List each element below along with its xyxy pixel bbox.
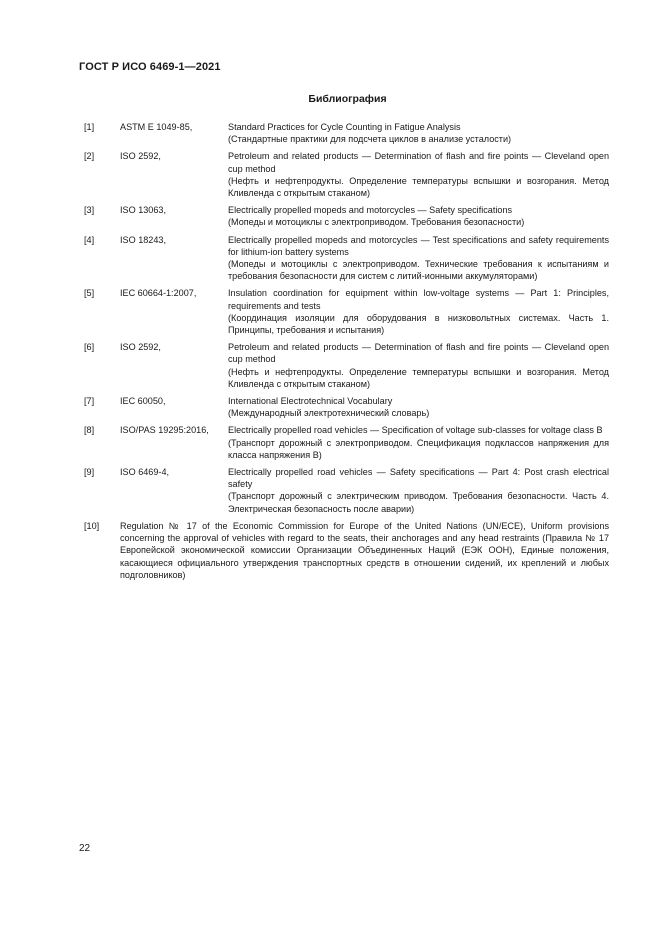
entry-title-ru: (Мопеды и мотоциклы с электроприводом. Требования безопасности) [228,217,525,228]
entry-description: Regulation № 17 of the Economic Commission for Europe of the United Nations (UN/ECE), Uniform provisions concerning the approval of vehicles with regard to the seats, their anchorages and any head restraints (Правила № 17 Европейской экономической комиссии Организации Объединенных Наций (ЕЭК ООН), Единые положения, касающиеся официального утверждения транспортных средств в отношении сидений, их креплений и любых подголовников) [120,520,609,580]
section-title: Библиография [308,93,387,105]
entry-title-ru: (Транспорт дорожный с электрическим приводом. Требования безопасности. Часть 4. Электрическая безопасность после аварии) [228,491,609,514]
entry-description [228,204,609,228]
bib-entry-1 [84,121,609,145]
bibliography-list [84,121,609,586]
entry-standard: IEC 60050, [120,396,166,407]
entry-title-en: Standard Practices for Cycle Counting in Fatigue Analysis [228,122,461,132]
entry-title-en: Electrically propelled road vehicles — Specification of voltage sub-classes for voltage class B [228,425,603,436]
entry-title-en: International Electrotechnical Vocabulary [228,396,393,407]
entry-standard: ISO 18243, [120,234,167,245]
bib-entry-10 [84,520,609,581]
entry-title-en: Petroleum and related products — Determination of flash and fire points — Cleveland open cup method [228,342,609,365]
bib-entry-2 [84,150,609,199]
entry-number: [10] [84,520,100,531]
entry-standard: ISO 2592, [120,342,161,353]
entry-number: [8] [84,425,95,436]
entry-number: [9] [84,467,95,478]
entry-title-ru: (Транспорт дорожный с электроприводом. Спецификация подклассов напряжения для класса напряжения B) [228,437,609,460]
entry-description [228,234,609,283]
entry-standard: ASTM E 1049-85, [120,122,193,132]
entry-title-ru: (Стандартные практики для подсчета циклов в анализе усталости) [228,134,512,145]
entry-description [228,150,609,199]
bib-entry-6 [84,341,609,390]
bib-entry-7 [84,395,609,419]
entry-number: [1] [84,122,95,132]
entry-title-en: Electrically propelled mopeds and motorcycles — Safety specifications [228,205,513,216]
bib-entry-3 [84,204,609,228]
entry-title-ru: (Координация изоляции для оборудования в низковольтных системах. Часть 1. Принципы, требования и испытания) [228,312,609,336]
entry-description [228,466,609,515]
entry-description [228,121,609,145]
bib-entry-9 [84,466,609,515]
entry-standard: IEC 60664-1:2007, [120,288,197,299]
entry-standard: ISO 2592, [120,151,161,162]
entry-description [228,287,609,336]
entry-description [228,424,609,461]
entry-number: [5] [84,288,95,299]
entry-title-en: Electrically propelled mopeds and motorcycles — Test specifications and safety requirements for lithium-ion battery systems [228,234,609,257]
entry-number: [7] [84,396,95,407]
entry-number: [2] [84,151,95,162]
bib-entry-8 [84,424,609,461]
entry-number: [6] [84,342,95,353]
entry-title-ru: (Международный электротехнический словарь) [228,408,430,419]
document-code-header: ГОСТ Р ИСО 6469-1—2021 [79,61,221,73]
entry-title-en: Petroleum and related products — Determination of flash and fire points — Cleveland open cup method [228,151,609,174]
entry-standard: ISO/PAS 19295:2016, [120,425,209,436]
entry-title-ru: (Нефть и нефтепродукты. Определение температуры вспышки и возгорания. Метод Кливленда с открытым стаканом) [228,366,609,389]
entry-title-en: Electrically propelled road vehicles — Safety specifications — Part 4: Post crash electrical safety [228,467,609,490]
entry-standard: ISO 6469-4, [120,467,170,478]
bib-entry-5 [84,287,609,336]
entry-standard: ISO 13063, [120,205,167,216]
entry-number: [4] [84,234,95,245]
entry-number: [3] [84,205,95,216]
bib-entry-4 [84,234,609,283]
entry-description [228,395,609,419]
entry-title-ru: (Мопеды и мотоциклы с электроприводом. Технические требования к испытаниям и требования безопасности для систем с литий-ионными аккумуляторами) [228,259,609,282]
page-number: 22 [79,843,91,854]
entry-title-ru: (Нефть и нефтепродукты. Определение температуры вспышки и возгорания. Метод Кливленда с открытым стаканом) [228,175,609,199]
entry-description [228,341,609,390]
entry-title-en: Insulation coordination for equipment within low-voltage systems — Part 1: Principles, requirements and tests [228,288,609,311]
